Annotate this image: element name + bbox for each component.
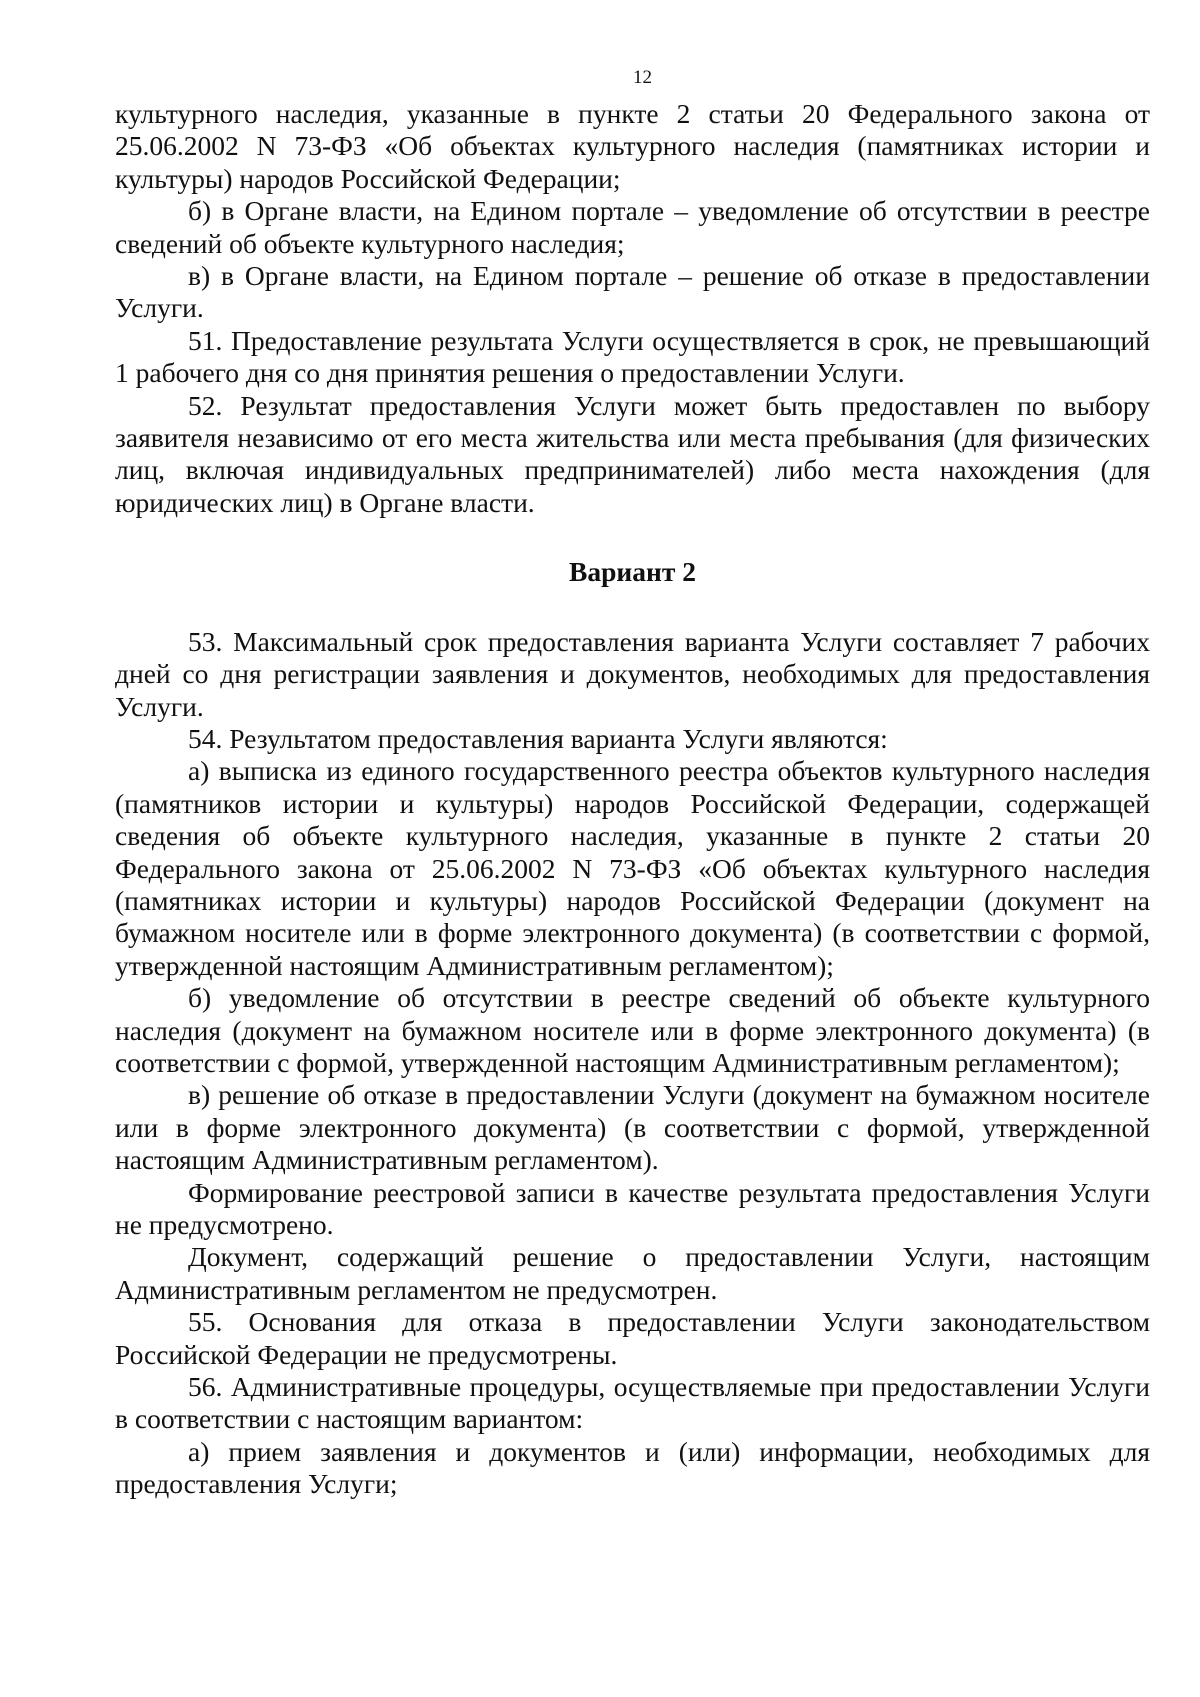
paragraph-decision-document: Документ, содержащий решение о предоставлении Услуги, настоящим Административным регламентом не предусмотрен. — [115, 1241, 1150, 1305]
paragraph-54-item-b: б) уведомление об отсутствии в реестре сведений об объекте культурного наследия (документ на бумажном носителе или в форме электронного документа) (в соответствии с формой, утвержденной настоящим Административным регламентом); — [115, 982, 1150, 1078]
document-body — [115, 98, 1150, 1501]
paragraph-continuation: культурного наследия, указанные в пункте 2 статьи 20 Федерального закона от 25.06.2002 N 73-ФЗ «Об объектах культурного наследия (памятниках истории и культуры) народов Российской Федерации; — [115, 98, 1150, 194]
paragraph-53: 53. Максимальный срок предоставления варианта Услуги составляет 7 рабочих дней со дня регистрации заявления и документов, необходимых для предоставления Услуги. — [115, 625, 1150, 722]
paragraph-51: 51. Предоставление результата Услуги осуществляется в срок, не превышающий 1 рабочего дня со дня принятия решения о предоставлении Услуги. — [115, 324, 1150, 389]
paragraph-56: 56. Административные процедуры, осуществляемые при предоставлении Услуги в соответствии с настоящим вариантом: — [115, 1371, 1150, 1435]
paragraph-registry-record: Формирование реестровой записи в качестве результата предоставления Услуги не предусмотрено. — [115, 1176, 1150, 1240]
paragraph-54-item-a: а) выписка из единого государственного реестра объектов культурного наследия (памятников истории и культуры) народов Российской Федерации, содержащей сведения об объекте культурного наследия, указанные в пункте 2 статьи 20 Федерального закона от 25.06.2002 N 73-ФЗ «Об объектах культурного наследия (памятниках истории и культуры) народов Российской Федерации (документ на бумажном носителе или в форме электронного документа) (в соответствии с формой, утвержденной настоящим Административным регламентом); — [115, 755, 1150, 981]
paragraph-52: 52. Результат предоставления Услуги может быть предоставлен по выбору заявителя независимо от его места жительства или места пребывания (для физических лиц, включая индивидуальных предпринимателей) либо места нахождения (для юридических лиц) в Органе власти. — [115, 389, 1150, 518]
paragraph-item-v: в) в Органе власти, на Едином портале – решение об отказе в предоставлении Услуги. — [115, 260, 1150, 324]
paragraph-54: 54. Результатом предоставления варианта Услуги являются: — [188, 722, 888, 754]
page-number: 12 — [633, 67, 652, 88]
section-heading: Вариант 2 — [569, 556, 696, 588]
paragraph-56-item-a: а) прием заявления и документов и (или) информации, необходимых для предоставления Услуги; — [115, 1435, 1150, 1500]
paragraph-54-item-v: в) решение об отказе в предоставлении Услуги (документ на бумажном носителе или в форме электронного документа) (в соответствии с формой, утвержденной настоящим Административным регламентом). — [115, 1079, 1150, 1176]
paragraph-55: 55. Основания для отказа в предоставлении Услуги законодательством Российской Федерации не предусмотрены. — [115, 1306, 1150, 1370]
paragraph-item-b: б) в Органе власти, на Едином портале – уведомление об отсутствии в реестре сведений об объекте культурного наследия; — [115, 195, 1150, 259]
